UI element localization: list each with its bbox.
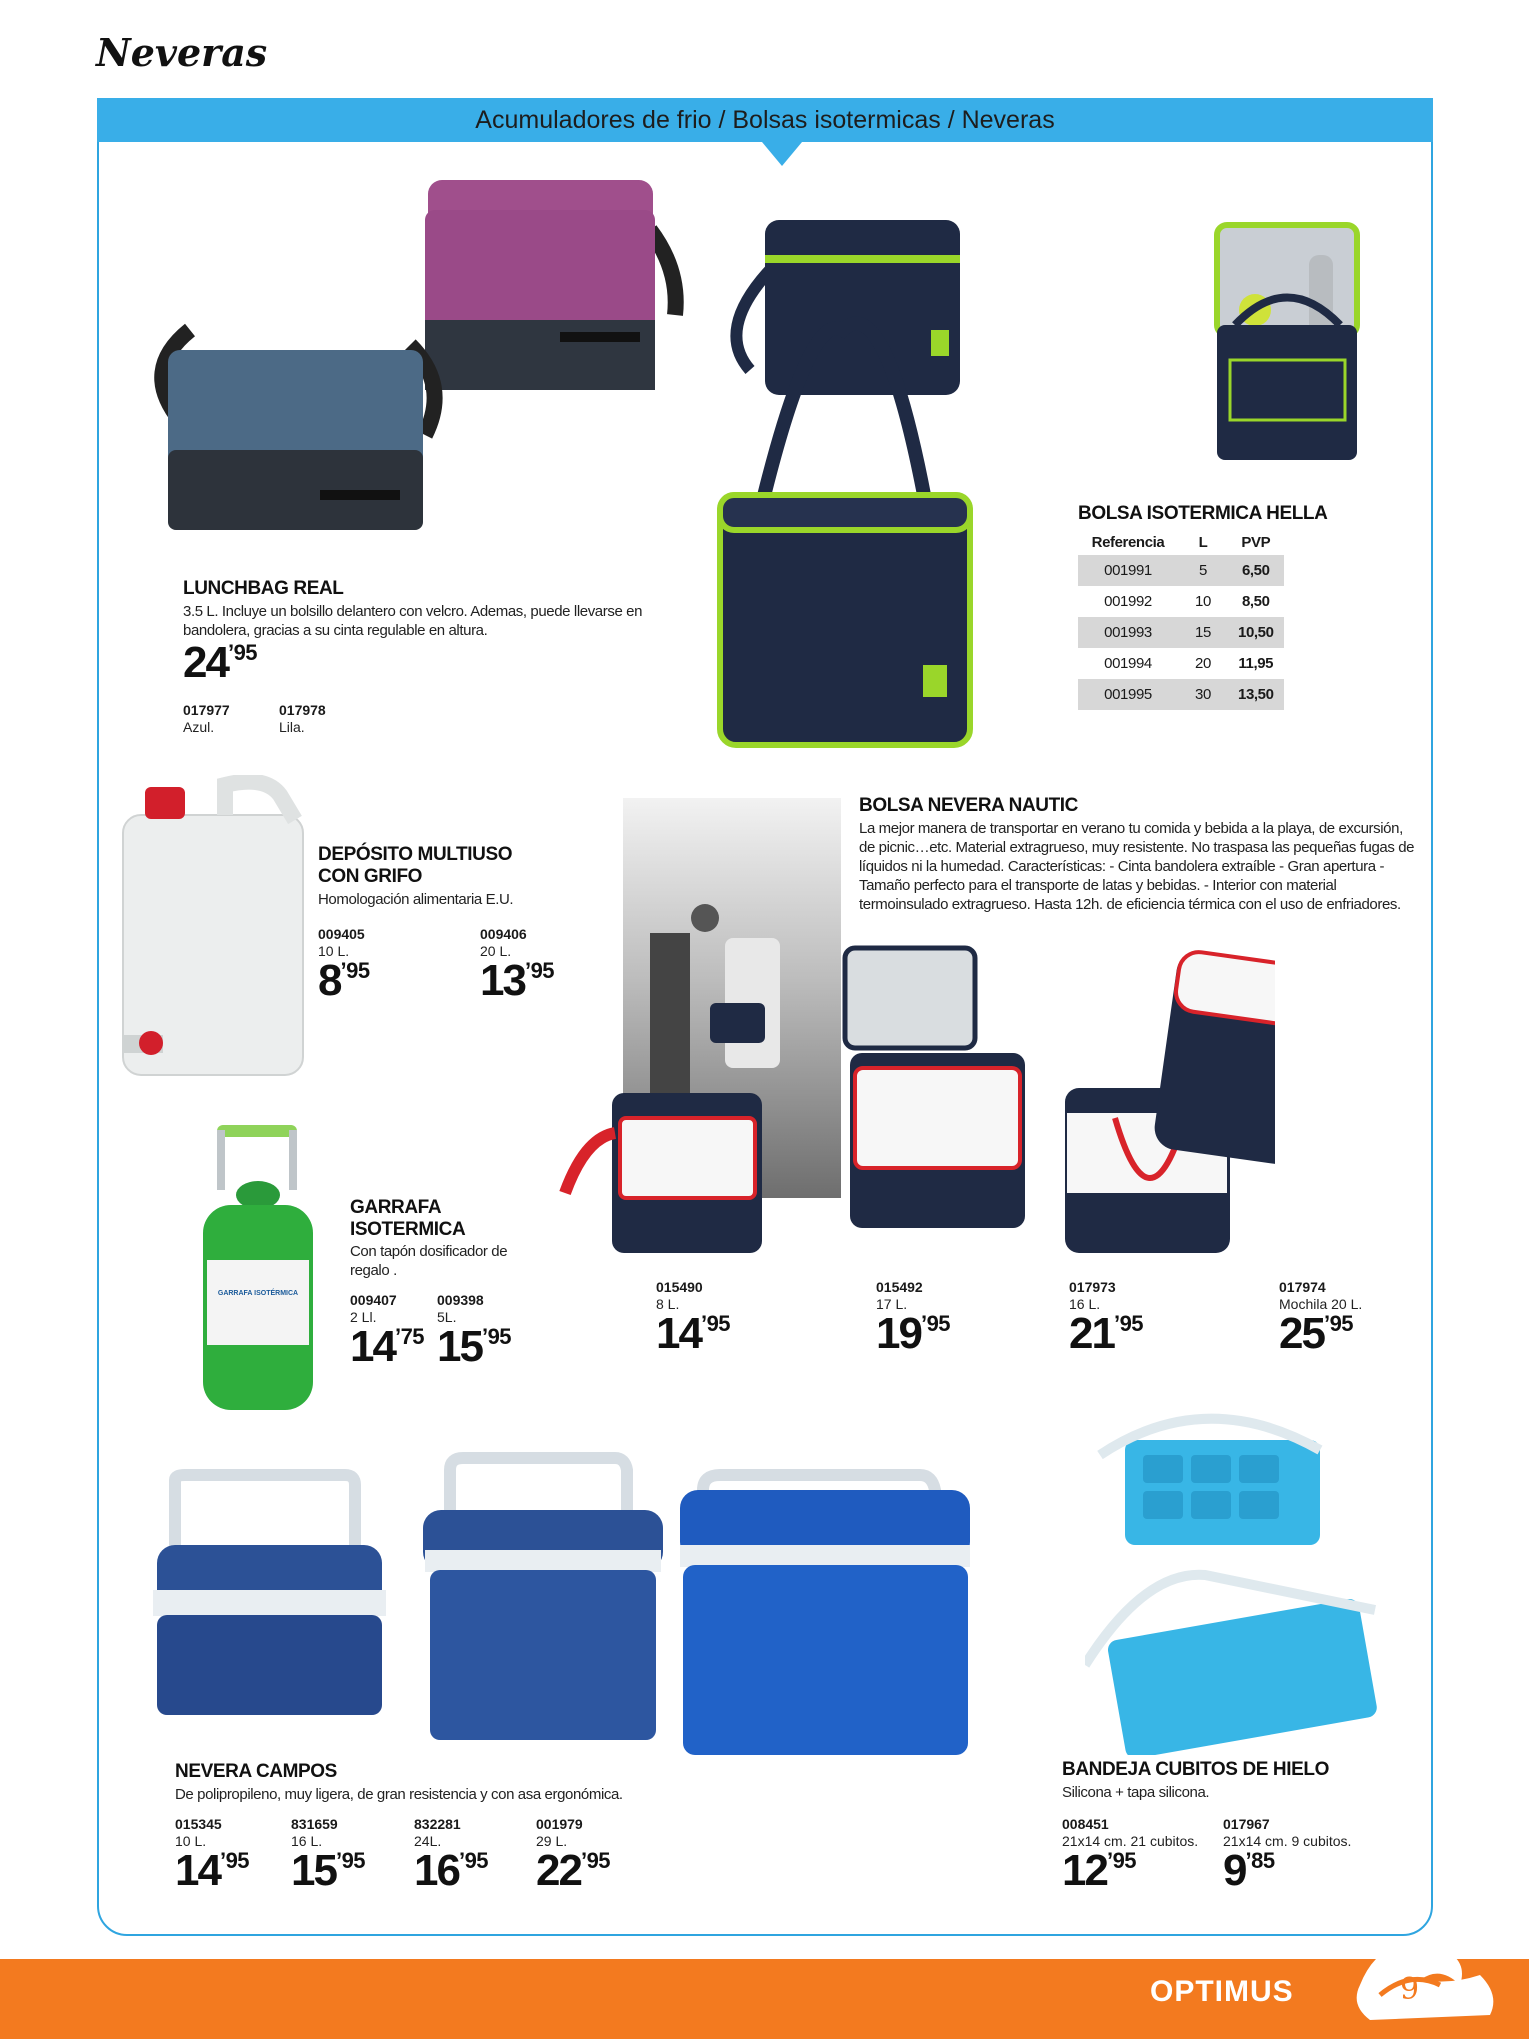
variant-price bbox=[437, 1322, 511, 1372]
product-code: 017974 bbox=[1279, 1279, 1326, 1295]
price-cell: 11,95 bbox=[1238, 655, 1274, 672]
deposito-desc: Homologación alimentaria E.U. bbox=[318, 891, 514, 908]
ref-cell: 001992 bbox=[1104, 593, 1152, 610]
lunchbag-title: LUNCHBAG REAL bbox=[183, 578, 344, 599]
price-integer: 25 bbox=[1279, 1309, 1324, 1358]
price-integer: 9 bbox=[1223, 1846, 1246, 1895]
bandeja-desc: Silicona + tapa silicona. bbox=[1062, 1784, 1210, 1801]
product-code: 009407 bbox=[350, 1292, 397, 1308]
ice-tray-image bbox=[1085, 1395, 1385, 1755]
product-code: 008451 bbox=[1062, 1816, 1109, 1832]
nautic-desc: La mejor manera de transportar en verano tu comida y bebida a la playa, de excursión, de picnic…etc. Material extragrueso, muy resistente. No traspasa las pequeñas fugas de líquidos ni la humedad. Características: - Cinta bandolera extraíble - Gran apertura - Tamaño perfecto para el transporte de latas y bebidas. - Interior con material termoinsulado extragrueso. Hasta 12h. de eficiencia térmica con el uso de enfriadores. bbox=[859, 820, 1415, 913]
liters-cell: 15 bbox=[1178, 617, 1228, 648]
variant-size: 24L. bbox=[414, 1833, 442, 1849]
variant-price bbox=[318, 956, 370, 1006]
garrafa-title: GARRAFA ISOTERMICA bbox=[350, 1197, 466, 1240]
product-code: 832281 bbox=[414, 1816, 461, 1832]
bandeja-title: BANDEJA CUBITOS DE HIELO bbox=[1062, 1759, 1329, 1780]
variant-size: 5L. bbox=[437, 1309, 457, 1325]
table-row bbox=[1078, 586, 1284, 617]
campos-desc: De polipropileno, muy ligera, de gran resistencia y con asa ergonómica. bbox=[175, 1786, 623, 1803]
variant-price bbox=[1279, 1309, 1362, 1359]
lunchbag-image bbox=[120, 170, 700, 540]
product-code: 001979 bbox=[536, 1816, 583, 1832]
price-integer: 14 bbox=[656, 1309, 701, 1358]
wave-logo-icon bbox=[1340, 1925, 1510, 2035]
price-integer: 21 bbox=[1069, 1309, 1114, 1358]
product-code: 015492 bbox=[876, 1279, 923, 1295]
nautic-title: BOLSA NEVERA NAUTIC bbox=[859, 795, 1078, 816]
variant-price bbox=[656, 1309, 730, 1359]
variant-price bbox=[480, 956, 554, 1006]
ref-cell: 001993 bbox=[1078, 617, 1178, 648]
variant-price bbox=[291, 1846, 365, 1896]
lunchbag-variant bbox=[183, 702, 230, 736]
thermal-jug-image bbox=[195, 1120, 325, 1415]
variant-price bbox=[1062, 1846, 1198, 1896]
price-decimal: ’95 bbox=[227, 640, 258, 665]
cooler-boxes-image bbox=[145, 1450, 975, 1760]
product-code: 017978 bbox=[279, 702, 326, 718]
variant-size: 2 Ll. bbox=[350, 1309, 377, 1325]
garrafa-variant bbox=[437, 1292, 511, 1372]
page-title: Neveras bbox=[96, 30, 268, 75]
product-code: 009405 bbox=[318, 926, 365, 942]
variant-size: 17 L. bbox=[876, 1296, 908, 1312]
liters-cell: 10 bbox=[1195, 593, 1211, 610]
nautic-variant bbox=[1279, 1279, 1362, 1359]
variant-label: Lila. bbox=[279, 719, 305, 735]
ref-cell: 001994 bbox=[1104, 655, 1152, 672]
price-decimal: ’95 bbox=[580, 1848, 611, 1873]
bandeja-variant bbox=[1062, 1816, 1198, 1896]
variant-price bbox=[350, 1322, 424, 1372]
ref-cell: 001991 bbox=[1078, 555, 1178, 586]
variant-size: 20 L. bbox=[480, 943, 512, 959]
variant-price bbox=[1069, 1309, 1143, 1359]
price-cell: 13,50 bbox=[1228, 679, 1284, 710]
variant-size: 8 L. bbox=[656, 1296, 680, 1312]
bandeja-variant bbox=[1223, 1816, 1351, 1896]
price-cell: 6,50 bbox=[1228, 555, 1284, 586]
price-integer: 15 bbox=[291, 1846, 336, 1895]
variant-size: 21x14 cm. 21 cubitos. bbox=[1062, 1833, 1199, 1849]
product-code: 009406 bbox=[480, 926, 527, 942]
lunchbag-price bbox=[183, 638, 257, 688]
product-code: 017967 bbox=[1223, 1816, 1270, 1832]
liters-cell: 20 bbox=[1195, 655, 1211, 672]
price-integer: 24 bbox=[183, 638, 228, 687]
product-code: 017973 bbox=[1069, 1279, 1116, 1295]
hella-price-table bbox=[1078, 530, 1284, 710]
campos-variant bbox=[536, 1816, 610, 1896]
liters-cell: 30 bbox=[1178, 679, 1228, 710]
price-decimal: ’95 bbox=[481, 1324, 512, 1349]
product-code: 015345 bbox=[175, 1816, 222, 1832]
banner-pointer bbox=[762, 142, 802, 166]
price-cell: 10,50 bbox=[1228, 617, 1284, 648]
price-cell: 8,50 bbox=[1241, 593, 1270, 610]
page-number: 9 bbox=[1400, 1972, 1420, 2007]
price-decimal: ’95 bbox=[1323, 1311, 1354, 1336]
price-decimal: ’75 bbox=[394, 1324, 425, 1349]
ref-cell: 001995 bbox=[1078, 679, 1178, 710]
column-header: L bbox=[1198, 534, 1208, 551]
deposito-title: DEPÓSITO MULTIUSO CON GRIFO bbox=[318, 844, 513, 887]
jug-label-text: GARRAFA ISOTÉRMICA bbox=[217, 1290, 299, 1297]
variant-label: Azul. bbox=[183, 719, 215, 735]
lunchbag-variant bbox=[279, 702, 326, 736]
banner-text: Acumuladores de frio / Bolsas isotermicas / Neveras bbox=[475, 106, 1055, 134]
price-decimal: ’95 bbox=[458, 1848, 489, 1873]
price-decimal: ’95 bbox=[700, 1311, 731, 1336]
price-integer: 12 bbox=[1062, 1846, 1107, 1895]
table-header-row bbox=[1078, 530, 1284, 555]
variant-price bbox=[1223, 1846, 1351, 1896]
variant-size: Mochila 20 L. bbox=[1279, 1296, 1363, 1312]
product-code: 831659 bbox=[291, 1816, 338, 1832]
footer-bar bbox=[0, 1959, 1529, 2039]
brand-logo: OPTIMUS bbox=[1150, 1975, 1294, 2008]
price-decimal: ’85 bbox=[1245, 1848, 1275, 1873]
nautic-variant bbox=[656, 1279, 730, 1359]
price-integer: 15 bbox=[437, 1322, 482, 1371]
price-decimal: ’95 bbox=[920, 1311, 951, 1336]
price-decimal: ’95 bbox=[524, 958, 555, 983]
table-row bbox=[1078, 648, 1284, 679]
hella-bag-image bbox=[715, 210, 1415, 750]
price-integer: 19 bbox=[876, 1309, 921, 1358]
price-decimal: ’95 bbox=[335, 1848, 366, 1873]
table-row bbox=[1078, 617, 1284, 648]
price-integer: 8 bbox=[318, 956, 341, 1005]
garrafa-variant bbox=[350, 1292, 424, 1372]
column-header: PVP bbox=[1241, 534, 1271, 551]
garrafa-desc: Con tapón dosificador de regalo . bbox=[350, 1243, 508, 1279]
product-code: 015490 bbox=[656, 1279, 703, 1295]
variant-size: 29 L. bbox=[536, 1833, 568, 1849]
campos-variant bbox=[175, 1816, 249, 1896]
variant-price bbox=[414, 1846, 488, 1896]
price-integer: 13 bbox=[480, 956, 525, 1005]
nautic-variant bbox=[1069, 1279, 1143, 1359]
campos-title: NEVERA CAMPOS bbox=[175, 1761, 337, 1782]
hella-title: BOLSA ISOTERMICA HELLA bbox=[1078, 503, 1328, 524]
variant-size: 16 L. bbox=[291, 1833, 323, 1849]
liters-cell: 5 bbox=[1178, 555, 1228, 586]
product-code: 009398 bbox=[437, 1292, 484, 1308]
price-decimal: ’95 bbox=[219, 1848, 250, 1873]
lunchbag-desc: 3.5 L. Incluye un bolsillo delantero con velcro. Ademas, puede llevarse en bandolera, gracias a su cinta regulable en altura. bbox=[183, 603, 643, 639]
nautic-variant bbox=[876, 1279, 950, 1359]
deposito-variant bbox=[318, 926, 370, 1006]
water-tank-image bbox=[115, 775, 315, 1085]
variant-price bbox=[876, 1309, 950, 1359]
variant-size: 10 L. bbox=[318, 943, 350, 959]
price-integer: 14 bbox=[175, 1846, 220, 1895]
variant-price bbox=[175, 1846, 249, 1896]
deposito-variant bbox=[480, 926, 554, 1006]
price-decimal: ’95 bbox=[1106, 1848, 1137, 1873]
price-integer: 16 bbox=[414, 1846, 459, 1895]
variant-size: 21x14 cm. 9 cubitos. bbox=[1223, 1833, 1352, 1849]
campos-variant bbox=[291, 1816, 365, 1896]
column-header: Referencia bbox=[1091, 534, 1165, 551]
product-code: 017977 bbox=[183, 702, 230, 718]
variant-price bbox=[536, 1846, 610, 1896]
table-row bbox=[1078, 555, 1284, 586]
price-integer: 22 bbox=[536, 1846, 581, 1895]
variant-size: 16 L. bbox=[1069, 1296, 1101, 1312]
table-row bbox=[1078, 679, 1284, 710]
price-integer: 14 bbox=[350, 1322, 395, 1371]
price-decimal: ’95 bbox=[340, 958, 370, 983]
price-decimal: ’95 bbox=[1113, 1311, 1144, 1336]
variant-size: 10 L. bbox=[175, 1833, 207, 1849]
campos-variant bbox=[414, 1816, 488, 1896]
